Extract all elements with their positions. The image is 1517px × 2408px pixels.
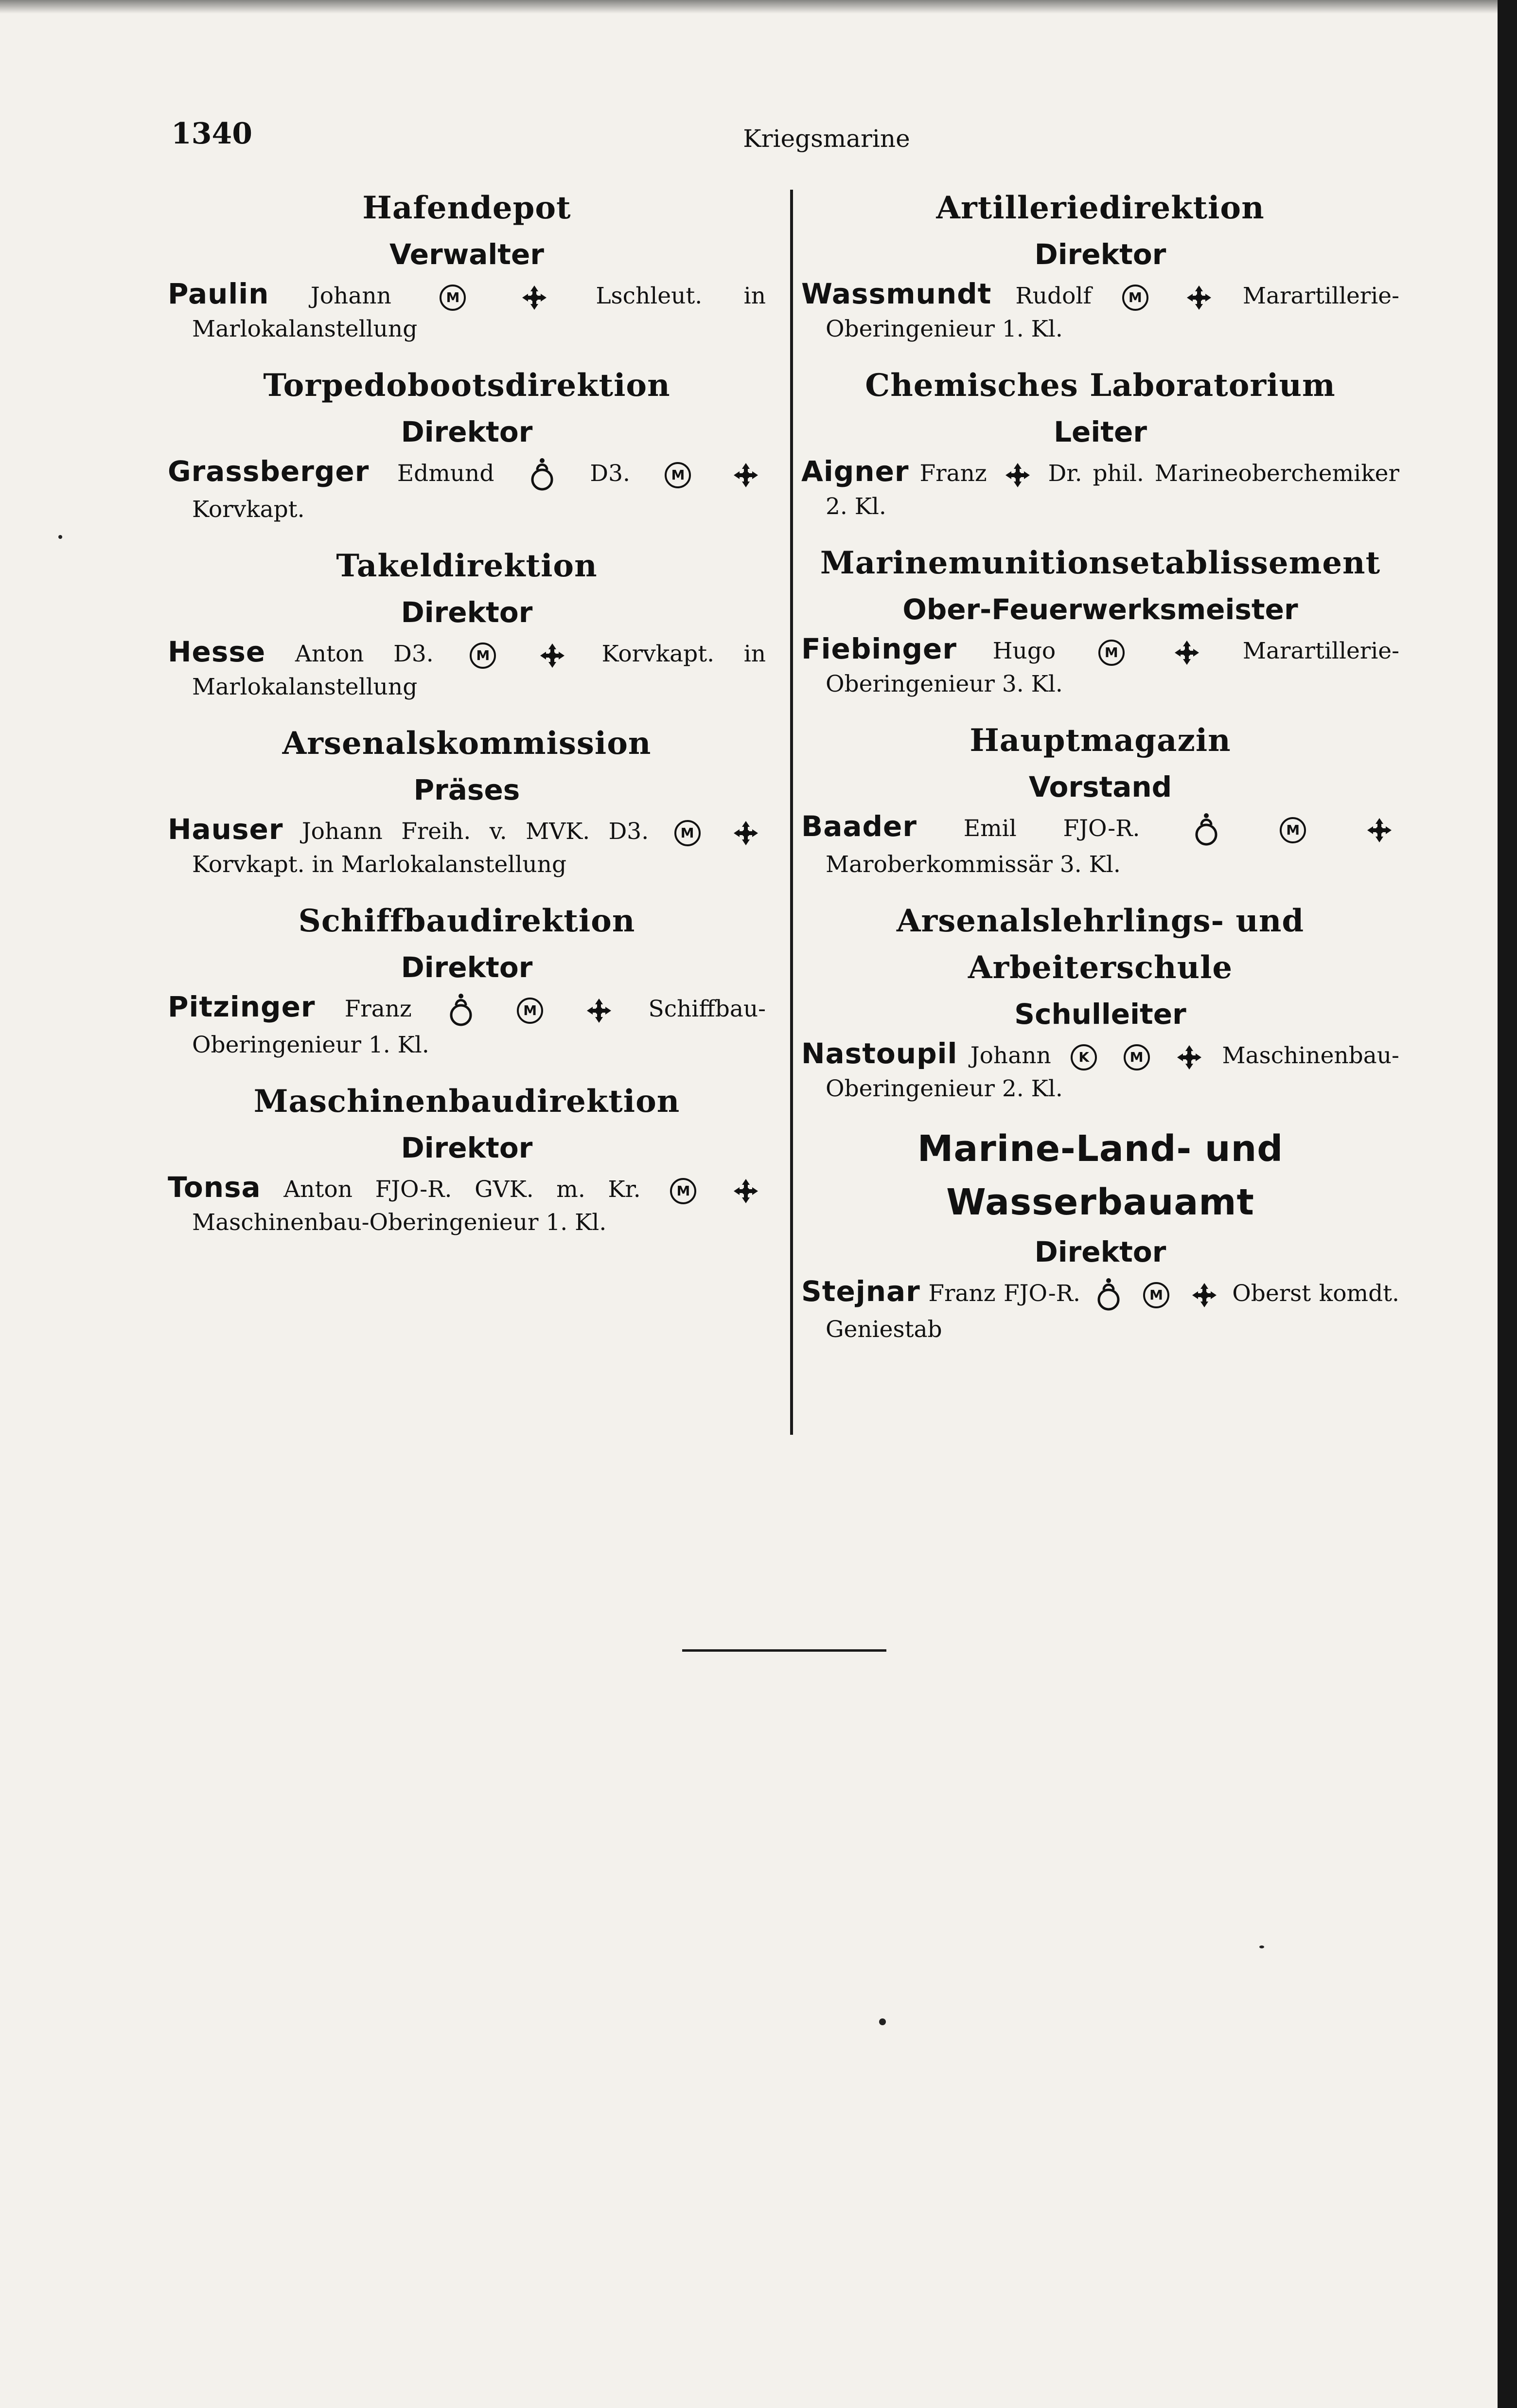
section-title: Hafendepot <box>362 190 571 226</box>
column-divider <box>790 190 793 1435</box>
given-name: Franz <box>344 996 412 1022</box>
k-badge-icon: K <box>1071 1044 1097 1070</box>
person-entry <box>168 455 766 526</box>
given-name: Emil FJO-R. <box>963 815 1140 842</box>
cross-icon <box>1176 1044 1202 1070</box>
section-arsenalskommission <box>168 720 766 881</box>
section-title: Marinemunitionsetablissement <box>820 545 1381 581</box>
section-role: Direktor <box>1034 238 1166 271</box>
rank-text: Korvkapt. in Marlokalanstellung <box>192 641 766 700</box>
footer-rule <box>682 1649 886 1652</box>
person-entry <box>168 277 766 346</box>
surname: Tonsa <box>168 1171 261 1204</box>
rank-text: Korvkapt. in Marlokalanstellung <box>192 851 567 878</box>
decoration-ring-icon <box>1095 1277 1122 1313</box>
cross-icon <box>1005 462 1031 488</box>
scan-speck <box>58 535 62 539</box>
decoration-ring-icon <box>448 993 474 1029</box>
surname: Pitzinger <box>168 990 316 1023</box>
section-maschinenbaudirektion <box>168 1078 766 1239</box>
scan-speck <box>879 2018 886 2025</box>
surname: Grassberger <box>168 455 370 488</box>
person-entry <box>801 810 1399 881</box>
cross-icon <box>586 998 612 1024</box>
scan-right-edge <box>1498 0 1517 2408</box>
section-chemisches-laboratorium <box>801 362 1399 523</box>
person-entry <box>801 632 1399 701</box>
section-role: Verwalter <box>389 238 544 271</box>
rank-text: Marartillerie-Oberingenieur 3. Kl. <box>826 638 1399 697</box>
person-entry <box>801 1275 1399 1346</box>
military-merit-badge-icon: M <box>1098 640 1125 666</box>
right-column <box>801 185 1399 1363</box>
scan-top-edge <box>0 0 1498 14</box>
page-number: 1340 <box>171 117 252 151</box>
section-title: Maschinenbaudirektion <box>253 1083 680 1120</box>
person-entry <box>801 1037 1399 1106</box>
section-marinemunitionsetablissement <box>801 540 1399 701</box>
surname: Stejnar <box>801 1275 920 1308</box>
decoration-code: D3. <box>393 641 434 667</box>
surname: Aigner <box>801 455 909 488</box>
section-hafendepot <box>168 185 766 346</box>
section-title: Schiffbaudirektion <box>298 903 635 939</box>
military-merit-badge-icon: M <box>1280 817 1306 843</box>
given-name: Anton FJO-R. GVK. m. Kr. <box>283 1176 641 1203</box>
given-name: Anton <box>295 641 364 667</box>
section-role: Schulleiter <box>1014 998 1186 1031</box>
given-name: Johann Freih. v. MVK. <box>301 818 590 845</box>
section-role: Direktor <box>401 596 533 629</box>
rank-text: Maroberkommissär 3. Kl. <box>826 851 1121 878</box>
person-entry <box>801 277 1399 346</box>
section-role: Direktor <box>1034 1235 1166 1268</box>
person-entry <box>168 990 766 1062</box>
rank-text: Dr. phil. Marineoberchemiker 2. Kl. <box>826 460 1399 520</box>
rank-text: Lschleut. in Marlokalanstellung <box>192 283 766 342</box>
rank-text: Maschinenbau-Oberingenieur 1. Kl. <box>192 1209 607 1236</box>
given-name: Johann <box>310 283 391 309</box>
decoration-code: D3. <box>590 460 630 487</box>
military-merit-badge-icon: M <box>1143 1282 1169 1308</box>
decoration-ring-icon <box>529 457 555 493</box>
military-merit-badge-icon: M <box>1122 285 1148 311</box>
section-title: Chemisches Laboratorium <box>865 367 1336 404</box>
military-merit-badge-icon: M <box>517 998 543 1024</box>
section-torpedobootsdirektion <box>168 362 766 526</box>
section-schiffbaudirektion <box>168 898 766 1062</box>
section-role: Vorstand <box>1028 770 1172 803</box>
cross-icon <box>1174 640 1200 666</box>
decoration-code: D3. <box>608 818 649 845</box>
military-merit-badge-icon: M <box>670 1178 696 1204</box>
cross-icon <box>539 642 565 669</box>
section-title: Hauptmagazin <box>970 722 1231 759</box>
given-name: Edmund <box>397 460 494 487</box>
surname: Wassmundt <box>801 277 992 310</box>
section-title: Takeldirektion <box>336 548 598 584</box>
person-entry <box>168 813 766 881</box>
section-role: Präses <box>413 773 520 806</box>
given-name: Franz FJO-R. <box>928 1280 1080 1307</box>
section-role: Leiter <box>1054 415 1147 448</box>
section-title: Arsenalskommission <box>282 725 652 762</box>
section-role: Direktor <box>401 951 533 984</box>
section-role: Direktor <box>401 415 533 448</box>
running-head: Kriegsmarine <box>743 125 910 153</box>
surname: Fiebinger <box>801 632 957 665</box>
rank-text: Maschinenbau-Oberingenieur 2. Kl. <box>826 1042 1399 1102</box>
cross-icon <box>733 820 759 846</box>
person-entry <box>168 1171 766 1239</box>
cross-icon <box>1186 285 1212 311</box>
decoration-ring-icon <box>1193 812 1219 848</box>
section-role: Direktor <box>401 1131 533 1164</box>
section-title: Torpedobootsdirektion <box>263 367 670 404</box>
surname: Paulin <box>168 277 269 310</box>
military-merit-badge-icon: M <box>674 820 701 846</box>
section-takeldirektion <box>168 543 766 704</box>
cross-icon <box>1191 1282 1217 1308</box>
cross-icon <box>733 1178 759 1204</box>
person-entry <box>801 455 1399 523</box>
section-artilleriedirektion <box>801 185 1399 346</box>
rank-text: Marartillerie-Oberingenieur 1. Kl. <box>826 283 1399 342</box>
person-entry <box>168 635 766 704</box>
given-name: Hugo <box>992 638 1056 664</box>
given-name: Franz <box>919 460 987 487</box>
military-merit-badge-icon: M <box>1124 1044 1150 1070</box>
surname: Hauser <box>168 813 283 846</box>
section-role: Ober-Feuerwerksmeister <box>902 593 1298 626</box>
rank-text: Korvkapt. <box>192 496 305 523</box>
rank-text: Oberst komdt. Geniestab <box>826 1280 1399 1343</box>
military-merit-badge-icon: M <box>665 462 691 488</box>
section-marine-land-wasserbauamt <box>801 1122 1399 1346</box>
cross-icon <box>733 462 759 488</box>
given-name: Rudolf <box>1015 283 1092 309</box>
left-column <box>168 185 766 1256</box>
military-merit-badge-icon: M <box>440 285 466 311</box>
section-title: Artilleriedirektion <box>936 190 1265 226</box>
given-name: Johann <box>970 1042 1051 1069</box>
rank-text: Schiffbau-Oberingenieur 1. Kl. <box>192 996 766 1058</box>
cross-icon <box>521 285 547 311</box>
section-hauptmagazin <box>801 717 1399 881</box>
cross-icon <box>1366 817 1393 843</box>
surname: Nastoupil <box>801 1037 958 1070</box>
section-arsenalslehrlings-schule <box>801 898 1399 1106</box>
surname: Hesse <box>168 635 266 668</box>
section-title: Marine-Land- und Wasserbauamt <box>917 1128 1284 1223</box>
military-merit-badge-icon: M <box>470 642 496 669</box>
scan-speck <box>1259 1945 1264 1948</box>
surname: Baader <box>801 810 917 843</box>
section-title: Arsenalslehrlings- und Arbeiterschule <box>896 903 1305 986</box>
